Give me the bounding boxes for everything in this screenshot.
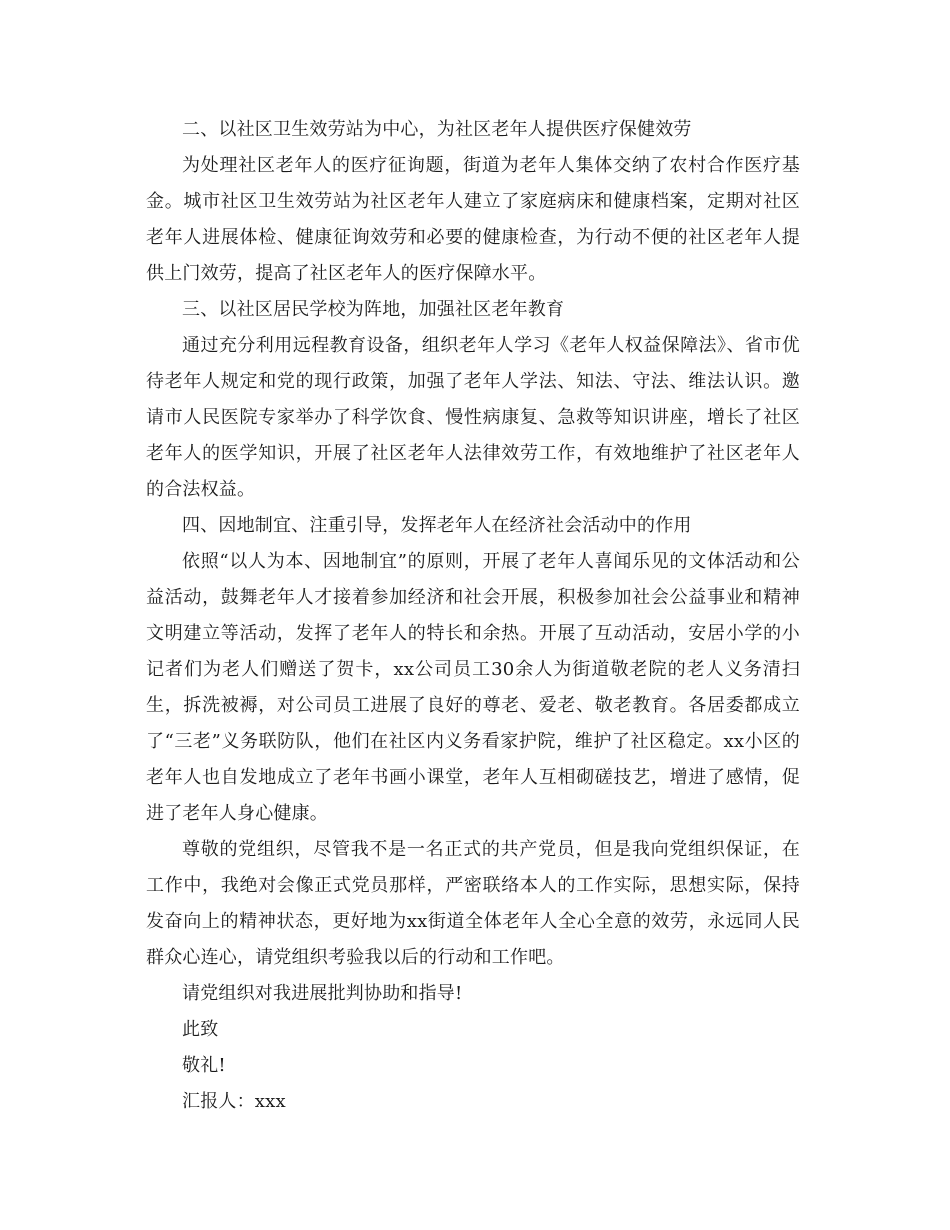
section-3-body: 通过充分利用远程教育设备，组织老年人学习《老年人权益保障法》、省市优待老年人规定和党的现行政策，加强了老年人学法、知法、守法、维法认识。邀请市人民医院专家举办了科学饮食、慢性病康复、急救等知识讲座，增长了社区老年人的医学知识，开展了社区老年人法律效劳工作，有效地维护了社区老年人的合法权益。 [146, 335, 800, 500]
signature-line: 汇报人：xxx [182, 1091, 286, 1112]
section-2-heading: 二、以社区卫生效劳站为中心，为社区老年人提供医疗保健效劳 [182, 119, 692, 140]
request-line: 请党组织对我进展批判协助和指导! [182, 983, 463, 1004]
section-4-heading: 四、因地制宜、注重引导，发挥老年人在经济社会活动中的作用 [182, 515, 692, 536]
pledge-paragraph: 尊敬的党组织，尽管我不是一名正式的共产党员，但是我向党组织保证，在工作中，我绝对会像正式党员那样，严密联络本人的工作实际，思想实际，保持发奋向上的精神状态，更好地为xx街道全体老年人全心全意的效劳，永远同人民群众心连心，请党组织考验我以后的行动和工作吧。 [146, 839, 800, 968]
section-4-body: 依照“以人为本、因地制宜”的原则，开展了老年人喜闻乐见的文体活动和公益活动，鼓舞老年人才接着参加经济和社会开展，积极参加社会公益事业和精神文明建立等活动，发挥了老年人的特长和余热。开展了互动活动，安居小学的小记者们为老人们赠送了贺卡，xx公司员工30余人为街道敬老院的老人义务清扫生，拆洗被褥，对公司员工进展了良好的尊老、爱老、敬老教育。各居委都成立了“三老”义务联防队，他们在社区内义务看家护院，维护了社区稳定。xx小区的老年人也自发地成立了老年书画小课堂，老年人互相砌磋技艺，增进了感情，促进了老年人身心健康。 [146, 551, 800, 824]
document-page [146, 112, 800, 1120]
salutation-line-2: 敬礼! [182, 1055, 226, 1076]
salutation-line-1: 此致 [182, 1019, 219, 1040]
section-2-body: 为处理社区老年人的医疗征询题，街道为老年人集体交纳了农村合作医疗基金。城市社区卫生效劳站为社区老年人建立了家庭病床和健康档案，定期对社区老年人进展体检、健康征询效劳和必要的健康检查，为行动不便的社区老年人提供上门效劳，提高了社区老年人的医疗保障水平。 [146, 155, 800, 284]
section-3-heading: 三、以社区居民学校为阵地，加强社区老年教育 [182, 299, 565, 320]
